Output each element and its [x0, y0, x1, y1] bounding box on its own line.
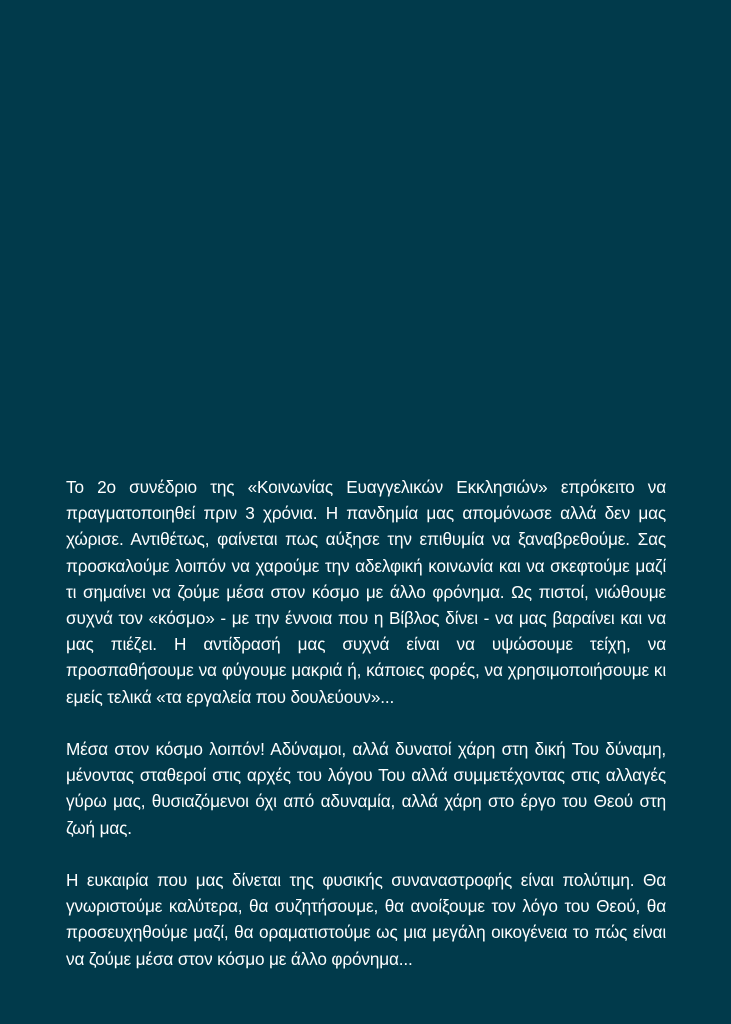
- body-text: [66, 474, 666, 972]
- paragraph-in-the-world: Μέσα στον κόσμο λοιπόν! Αδύναμοι, αλλά δυνατοί χάρη στη δική Του δύναμη, μένοντας σταθεροί στις αρχές του λόγου Του αλλά συμμετέχοντας στις αλλαγές γύρω μας, θυσιαζόμενοι όχι από αδυναμία, αλλά χάρη στο έργο του Θεού στη ζωή μας.: [66, 739, 666, 838]
- paragraph-intro: Το 2ο συνέδριο της «Κοινωνίας Ευαγγελικών Εκκλησιών» επρόκειτο να πραγματοποιηθεί πριν 3 χρόνια. Η πανδημία μας απομόνωσε αλλά δεν μας χώρισε. Αντιθέτως, φαίνεται πως αύξησε την επιθυμία να ξαναβρεθούμε. Σας προσκαλούμε λοιπόν να χαρούμε την αδελφική κοινωνία και να σκεφτούμε μαζί τι σημαίνει να ζούμε μέσα στον κόσμο με άλλο φρόνημα. Ως πιστοί, νιώθουμε συχνά τον «κόσμο» - με την έννοια που η Βίβλος δίνει - να μας βαραίνει και να μας πιέζει. Η αντίδρασή μας συχνά είναι να υψώσουμε τείχη, να προσπαθήσουμε να φύγουμε μακριά ή, κάποιες φορές, να χρησιμοποιήσουμε κι εμείς τελικά «τα εργαλεία που δουλεύουν»...: [66, 477, 666, 707]
- paragraph-opportunity: Η ευκαιρία που μας δίνεται της φυσικής συναναστροφής είναι πολύτιμη. Θα γνωριστούμε καλύτερα, θα συζητήσουμε, θα ανοίξουμε τον λόγο του Θεού, θα προσευχηθούμε μαζί, θα οραματιστούμε ως μια μεγάλη οικογένεια το πώς είναι να ζούμε μέσα στον κόσμο με άλλο φρόνημα...: [66, 870, 666, 969]
